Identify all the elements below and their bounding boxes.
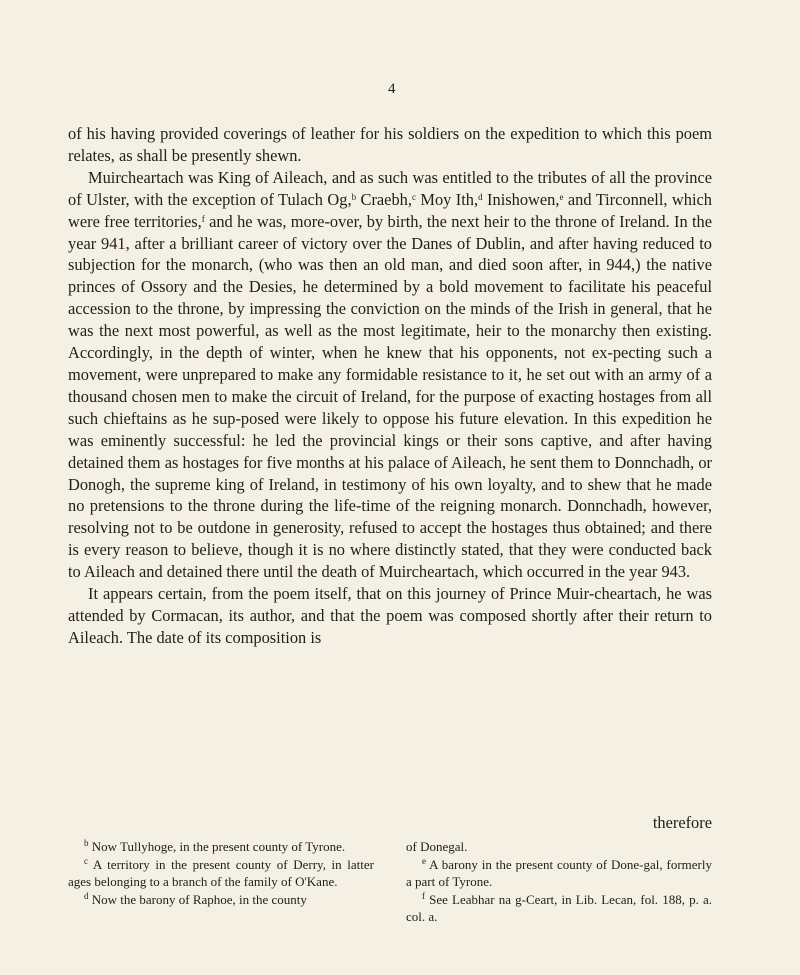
footnote-ref-d: d (478, 191, 483, 202)
footnotes-right-column (406, 838, 712, 926)
paragraph-2-text: and Tirconnell, which were free territories, (68, 189, 712, 231)
paragraph-2-text: and he was, more-over, by birth, the next heir to the throne of Ireland. In the year 941, after a brilliant career of victory over the Danes of Dublin, and after having reduced to subjection for the monarch, (who was then an old man, and died soon after, in 944,) the native princes of Ossory and the Desies, he determined by a bold movement to facilitate his peaceful accession to the throne, by impressing the conviction on the minds of the Irish in general, that he was the next most powerful, as well as the most legitimate, heir to the monarchy then existing. Accordingly, in the depth of winter, when he knew that his opponents, not ex-pecting such a movement, were unprepared to make any formidable resistance to it, he set out with an army of a thousand chosen men to make the circuit of Ireland, for the purpose of exacting hostages from all such chieftains as he sup-posed were likely to oppose his future elevation. In this expedition he was eminently successful: he led the provincial kings or their sons captive, and after having detained them as hostages for five months at his palace of Aileach, he sent them to Donnchadh, or Donogh, the supreme king of Ireland, in testimony of his own loyalty, and to shew that he made no pretensions to the throne during the life-time of the reigning monarch. Donnchadh, however, resolving not to be outdone in generosity, refused to accept the hostages thus obtained; and there is every reason to believe, though it is no where distinctly stated, that they were conducted back to Aileach and detained there until the death of Muircheartach, which occurred in the year 943. (68, 211, 712, 582)
footnote-ref-e: e (559, 191, 564, 202)
footnote-text: Now the barony of Raphoe, in the county (88, 891, 307, 907)
footnotes (68, 838, 712, 926)
footnote-text: A barony in the present county of Done-gal, formerly a part of Tyrone. (406, 856, 712, 889)
footnote-d (68, 891, 374, 909)
footnote-text: A territory in the present county of Derry, in latter ages belonging to a branch of the family of O'Kane. (68, 856, 374, 889)
footnote-mark: b (84, 838, 89, 848)
footnote-mark: f (422, 890, 425, 901)
page-number: 4 (388, 81, 396, 97)
body-text (68, 123, 712, 649)
footnote-b (68, 838, 374, 856)
footnote-f (406, 891, 712, 926)
footnote-text: Now Tullyhoge, in the present county of Tyrone. (88, 839, 346, 854)
footnote-c (68, 856, 374, 891)
footnote-mark: c (84, 855, 88, 866)
footnote-d-continued (406, 838, 712, 856)
paragraph-1 (68, 123, 712, 167)
paragraph-1-text: of his having provided coverings of leather for his soldiers on the expedition to which this poem relates, as shall be presently shewn. (68, 124, 712, 165)
footnote-ref-b: b (351, 191, 357, 202)
catchword: therefore (652, 813, 712, 832)
footnote-text: of Donegal. (406, 839, 468, 854)
paragraph-2-text: Muircheartach was King of Aileach, and as such was entitled to the tributes of all the province of Ulster, with the exception of Tulach Og, (68, 167, 712, 209)
footnote-e (406, 856, 712, 891)
footnote-ref-c: c (411, 191, 416, 202)
paragraph-2 (68, 167, 712, 583)
footnote-text: See Leabhar na g-Ceart, in Lib. Lecan, fol. 188, p. a. col. a. (406, 891, 712, 924)
paragraph-3 (68, 583, 712, 649)
paragraph-2-text: Craebh, (356, 189, 412, 209)
footnote-ref-f: f (201, 213, 205, 224)
paragraph-3-text: It appears certain, from the poem itself, that on this journey of Prince Muir-cheartach, he was attended by Cormacan, its author, and that the poem was composed shortly after their return to Aileach. The date of its composition is (68, 584, 712, 647)
footnote-mark: e (422, 855, 426, 866)
paragraph-2-text: Moy Ith, (415, 189, 479, 209)
footnote-mark: d (84, 890, 89, 901)
footnotes-left-column (68, 838, 374, 926)
paragraph-2-text: Inishowen, (482, 189, 560, 209)
